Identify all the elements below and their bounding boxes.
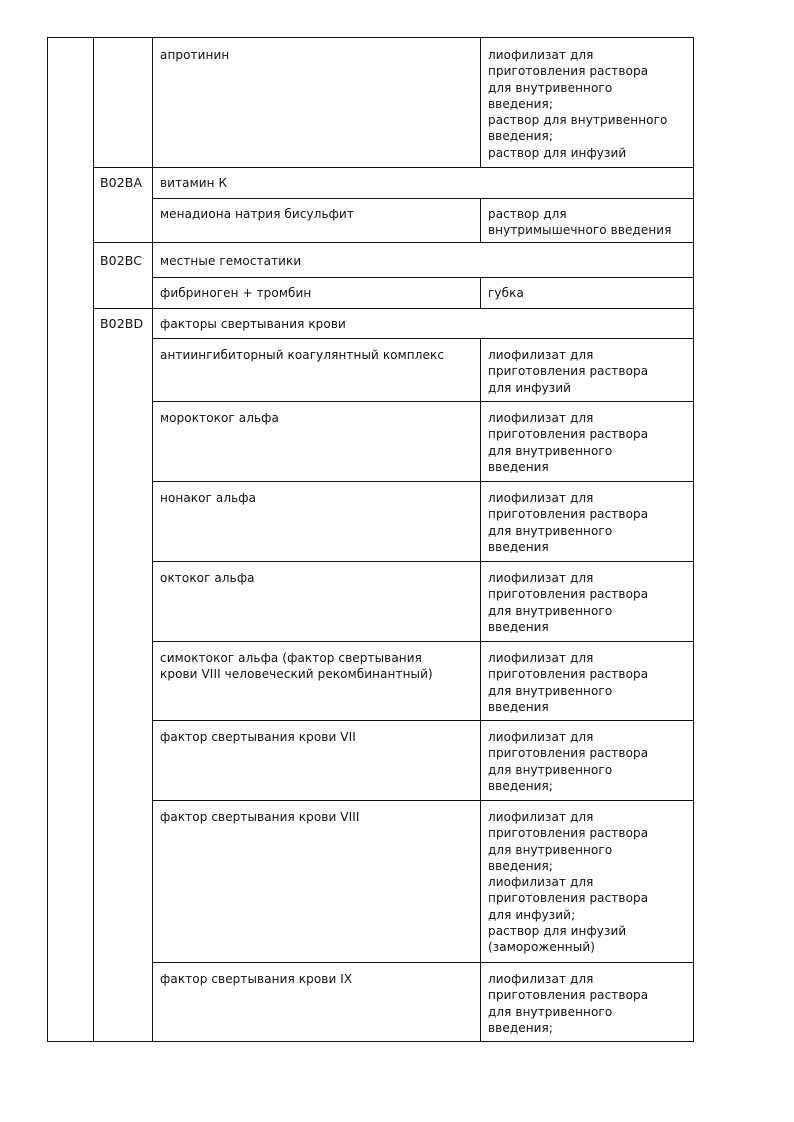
dosage-form: раствор для внутримышечного введения — [488, 207, 672, 238]
drug-name: фактор свертывания крови VII — [160, 730, 356, 744]
form-column-border — [480, 277, 481, 308]
column-border-1 — [93, 37, 94, 1041]
drug-name: фибриноген + тромбин — [160, 286, 312, 300]
dosage-form: лиофилизат для приготовления раствора для инфузий — [488, 348, 649, 395]
dosage-form: лиофилизат для приготовления раствора для внутривенного введения; — [488, 972, 649, 1035]
drug-name: менадиона натрия бисульфит — [160, 207, 355, 221]
dosage-form: лиофилизат для приготовления раствора для внутривенного введения; раствор для внутривенного введения; раствор для инфузий — [488, 48, 668, 160]
form-column-border — [480, 37, 481, 167]
column-border-0 — [47, 37, 48, 1041]
dosage-form: лиофилизат для приготовления раствора для внутривенного введения — [488, 411, 649, 474]
dosage-form: губка — [488, 286, 524, 300]
group-name: местные гемостатики — [160, 254, 302, 268]
row-border — [152, 561, 694, 562]
drug-name: апротинин — [160, 48, 230, 62]
dosage-form: лиофилизат для приготовления раствора для внутривенного введения; — [488, 730, 649, 793]
dosage-form: лиофилизат для приготовления раствора для внутривенного введения — [488, 491, 649, 554]
form-column-border — [480, 338, 481, 1041]
dosage-form: лиофилизат для приготовления раствора для внутривенного введения — [488, 651, 649, 714]
dosage-form: лиофилизат для приготовления раствора для внутривенного введения — [488, 571, 649, 634]
table-top-border — [47, 37, 694, 38]
table-bottom-border — [47, 1041, 694, 1042]
row-border — [152, 277, 694, 278]
row-border — [152, 198, 694, 199]
row-border — [152, 962, 694, 963]
group-row-border — [93, 308, 694, 309]
row-border — [152, 481, 694, 482]
drug-name: октоког альфа — [160, 571, 255, 585]
drug-name: антиингибиторный коагулянтный комплекс — [160, 348, 445, 362]
row-border — [152, 401, 694, 402]
drug-name: мороктоког альфа — [160, 411, 279, 425]
drug-name: фактор свертывания крови IX — [160, 972, 353, 986]
form-column-border — [480, 198, 481, 242]
drug-name: нонаког альфа — [160, 491, 257, 505]
row-border — [152, 338, 694, 339]
row-border — [152, 800, 694, 801]
drug-name: фактор свертывания крови VIII — [160, 810, 360, 824]
row-border — [152, 641, 694, 642]
group-name: факторы свертывания крови — [160, 317, 346, 331]
atc-code: B02BC — [100, 253, 143, 268]
drug-name: симоктоког альфа (фактор свертывания крови VIII человеческий рекомбинантный) — [160, 651, 433, 682]
atc-code: B02BD — [100, 316, 144, 331]
group-row-border — [93, 167, 694, 168]
column-border-2 — [152, 37, 153, 1041]
dosage-form: лиофилизат для приготовления раствора для внутривенного введения; лиофилизат для приготовления раствора для инфузий; раствор для инфузий (замороженный) — [488, 810, 649, 955]
group-name: витамин К — [160, 176, 228, 190]
column-border-right — [693, 37, 694, 1041]
row-border — [152, 720, 694, 721]
atc-code: B02BA — [100, 175, 143, 190]
group-row-border — [93, 242, 694, 243]
